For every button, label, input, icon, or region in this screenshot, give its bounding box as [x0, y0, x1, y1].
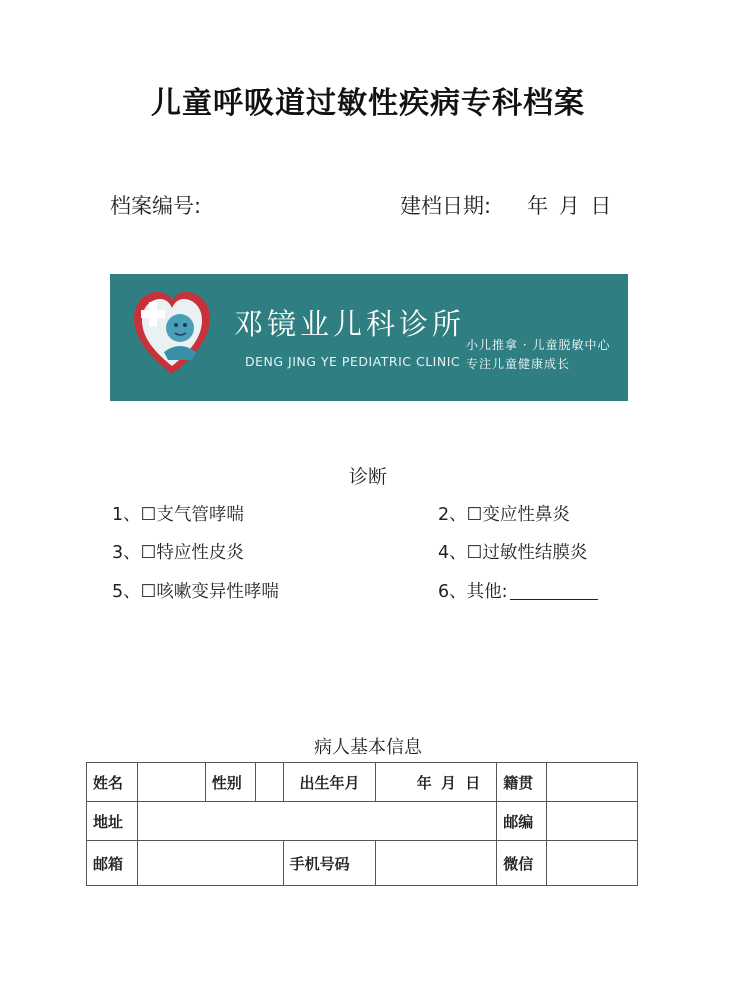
clinic-name-en: DENG JING YE PEDIATRIC CLINIC	[245, 354, 461, 369]
table-row	[87, 841, 638, 886]
diagnosis-option-allergic-conjunctivitis[interactable]: 4、☐过敏性结膜炎	[438, 543, 588, 563]
wechat-label: 微信	[497, 841, 547, 886]
gender-value-cell[interactable]	[255, 763, 283, 802]
file-date-parts: 年 月 日	[527, 194, 614, 218]
table-row	[87, 763, 638, 802]
gender-label: 性别	[205, 763, 255, 802]
patient-info-title: 病人基本信息	[314, 737, 422, 758]
file-date-field	[400, 190, 613, 220]
file-number-label: 档案编号:	[110, 194, 202, 218]
diagnosis-other-label: 6、其他:	[438, 582, 508, 602]
diagnosis-option-allergic-rhinitis[interactable]: 2、☐变应性鼻炎	[438, 505, 570, 525]
native-place-label: 籍贯	[497, 763, 547, 802]
diagnosis-option-other	[438, 578, 598, 603]
slogan-line-2: 专注儿童健康成长	[466, 357, 571, 371]
clinic-banner	[110, 274, 628, 401]
slogan-line-1: 小儿推拿 · 儿童脱敏中心	[466, 338, 611, 352]
name-label: 姓名	[87, 763, 138, 802]
native-place-value-cell[interactable]	[547, 763, 638, 802]
address-value-cell[interactable]	[137, 802, 496, 841]
table-row	[87, 802, 638, 841]
document-title: 儿童呼吸道过敏性疾病专科档案	[151, 86, 585, 121]
clinic-name-cn: 邓镜业儿科诊所	[234, 307, 466, 341]
email-label: 邮箱	[87, 841, 138, 886]
file-number-field	[110, 190, 201, 220]
patient-info-table	[86, 762, 638, 886]
email-value-cell[interactable]	[137, 841, 283, 886]
name-value-cell[interactable]	[137, 763, 205, 802]
diagnosis-option-atopic-dermatitis[interactable]: 3、☐特应性皮炎	[112, 543, 244, 563]
clinic-slogan	[466, 336, 610, 374]
birth-date-cell[interactable]: 年 月 日	[376, 763, 497, 802]
wechat-value-cell[interactable]	[547, 841, 638, 886]
postcode-label: 邮编	[497, 802, 547, 841]
heart-cross-logo-icon	[132, 290, 212, 380]
birth-label: 出生年月	[283, 763, 376, 802]
address-label: 地址	[87, 802, 138, 841]
phone-label: 手机号码	[283, 841, 376, 886]
postcode-value-cell[interactable]	[547, 802, 638, 841]
diagnosis-option-cough-variant-asthma[interactable]: 5、☐咳嗽变异性哮喘	[112, 582, 279, 602]
diagnosis-title: 诊断	[348, 466, 387, 488]
diagnosis-other-blank[interactable]	[510, 598, 598, 600]
file-date-label: 建档日期:	[400, 194, 492, 218]
diagnosis-option-asthma[interactable]: 1、☐支气管哮喘	[112, 505, 244, 525]
phone-value-cell[interactable]	[376, 841, 497, 886]
